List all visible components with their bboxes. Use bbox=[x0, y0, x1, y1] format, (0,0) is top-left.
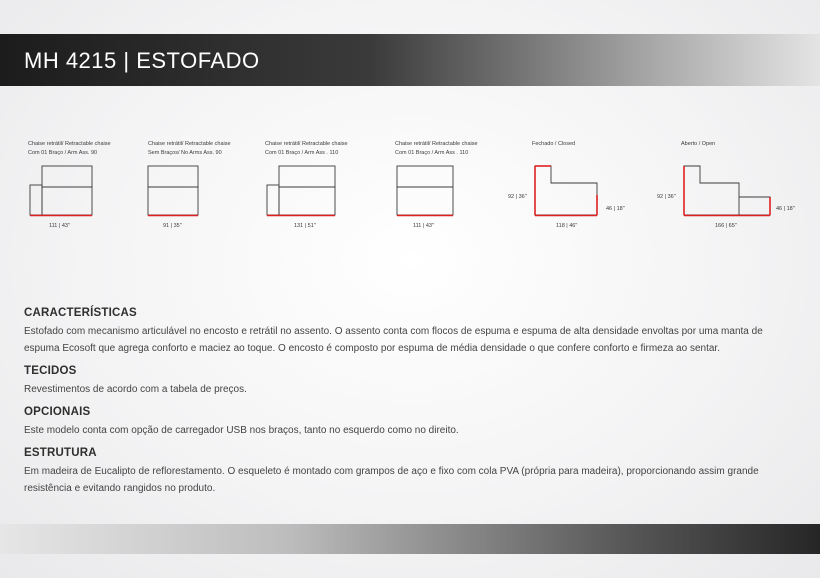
section-title-estrutura: ESTRUTURA bbox=[24, 447, 97, 459]
diagram-2-caption-line2: Sem Braços/ No Arms Ass. 90 bbox=[148, 150, 222, 156]
diagram-1-width-label: 111 | 43" bbox=[49, 223, 70, 229]
diagram-2 bbox=[148, 141, 231, 229]
diagram-5-closed-profile bbox=[508, 141, 625, 229]
diagram-1-sofa-outline bbox=[30, 166, 92, 215]
section-body-tecidos: Revestimentos de acordo com a tabela de preços. bbox=[24, 384, 247, 395]
diagram-3 bbox=[265, 141, 348, 229]
section-title-opcionais: OPCIONAIS bbox=[24, 406, 91, 418]
diagram-3-width-label: 131 | 51" bbox=[294, 223, 316, 229]
diagram-6-seat-height-label: 46 | 18" bbox=[776, 206, 795, 212]
diagram-6-profile-outline bbox=[684, 166, 770, 215]
section-body-caracteristicas: Estofado com mecanismo articulável no encosto e retrátil no assento. O assento conta com flocos de espuma e espuma de alta densidade envoltas por uma manta de espuma Ecosoft que agrega conforto e maciez ao toque. O encosto é composto por espuma de média densidade o que confere conforto e firmeza ao sentar. bbox=[24, 326, 763, 354]
diagram-5-seat-height-label: 46 | 18" bbox=[606, 206, 625, 212]
diagram-3-sofa-outline bbox=[267, 166, 335, 215]
diagram-2-sofa-outline bbox=[148, 166, 198, 215]
diagram-2-width-label: 91 | 35" bbox=[163, 223, 182, 229]
diagram-6-caption: Aberto / Open bbox=[681, 141, 716, 147]
section-title-caracteristicas: CARACTERÍSTICAS bbox=[24, 307, 137, 319]
diagram-4-caption-line2: Com 01 Braço / Arm Ass . 110 bbox=[395, 150, 469, 156]
footer-bar bbox=[0, 524, 820, 554]
diagram-4-sofa-outline bbox=[397, 166, 453, 215]
diagram-6-height-label: 92 | 36" bbox=[657, 194, 676, 200]
diagram-6-width-label: 166 | 65" bbox=[715, 223, 737, 229]
section-title-tecidos: TECIDOS bbox=[24, 365, 77, 377]
diagram-4-caption-line1: Chaise retrátil/ Retractable chaise bbox=[395, 141, 478, 147]
diagram-5-height-label: 92 | 36" bbox=[508, 194, 527, 200]
page-title: MH 4215 | ESTOFADO bbox=[24, 48, 260, 73]
section-body-estrutura: Em madeira de Eucalipto de reflorestamento. O esqueleto é montado com grampos de aço e fixo com cola PVA (própria para madeira), proporcionando assim grande resistência e evitando rangidos no produto. bbox=[24, 466, 759, 494]
diagram-2-caption-line1: Chaise retrátil/ Retractable chaise bbox=[148, 141, 231, 147]
diagram-1-caption-line1: Chaise retrátil/ Retractable chaise bbox=[28, 141, 111, 147]
diagram-4-width-label: 111 | 43" bbox=[413, 223, 434, 229]
diagram-5-profile-outline bbox=[535, 166, 597, 215]
diagram-6-open-profile bbox=[657, 141, 795, 229]
diagram-5-width-label: 118 | 46" bbox=[556, 223, 578, 229]
diagram-1-caption-line2: Com 01 Braço / Arm Ass. 90 bbox=[28, 150, 98, 156]
diagram-5-caption: Fechado / Closed bbox=[532, 141, 576, 147]
section-body-opcionais: Este modelo conta com opção de carregador USB nos braços, tanto no esquerdo como no direito. bbox=[24, 425, 459, 436]
diagram-1 bbox=[28, 141, 111, 229]
diagram-3-caption-line1: Chaise retrátil/ Retractable chaise bbox=[265, 141, 348, 147]
diagram-4 bbox=[395, 141, 478, 229]
product-description bbox=[24, 306, 800, 504]
diagram-3-caption-line2: Com 01 Braço / Arm Ass . 110 bbox=[265, 150, 339, 156]
